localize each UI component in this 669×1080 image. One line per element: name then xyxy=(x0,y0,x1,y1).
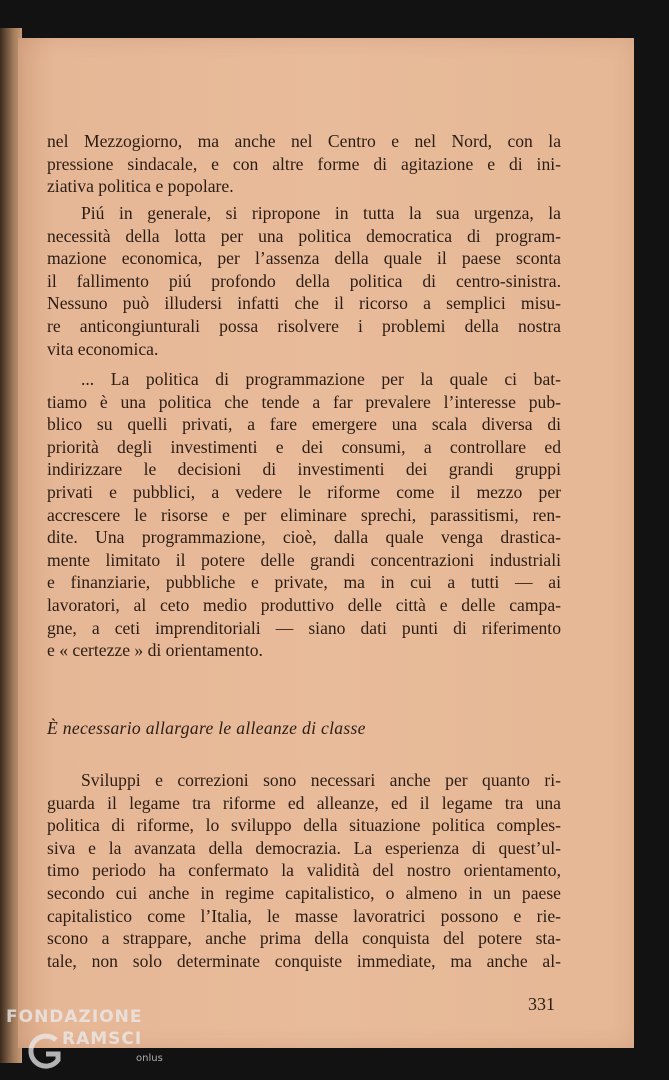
text-line: guarda il legame tra riforme ed alleanze, ed il legame tra una xyxy=(47,792,561,813)
paragraph-3 xyxy=(47,368,561,662)
text-line: ... La politica di programmazione per la quale ci bat- xyxy=(81,369,561,389)
text-line: mazione economica, per l’assenza della quale il paese sconta xyxy=(47,248,561,269)
text-line: mente limitato il potere delle grandi concentrazioni industriali xyxy=(47,549,561,570)
text-line: e « certezze » di orientamento. xyxy=(47,640,263,661)
text-line: necessità della lotta per una politica democratica di program- xyxy=(47,225,561,246)
text-line: e finanziarie, pubbliche e private, ma in cui a tutti — ai xyxy=(47,572,561,593)
page-number: 331 xyxy=(528,994,555,1014)
text-line: scono a strappare, anche prima della conquista del potere sta- xyxy=(47,928,561,949)
section-heading: È necessario allargare le alleanze di classe xyxy=(47,718,366,738)
text-line: nel Mezzogiorno, ma anche nel Centro e nel Nord, con la xyxy=(47,131,561,151)
gramsci-g-logo-icon xyxy=(26,1030,64,1074)
text-line: priorità degli investimenti e dei consumi, a controllare ed xyxy=(47,436,561,457)
text-line: Piú in generale, si ripropone in tutta la sua urgenza, la xyxy=(81,203,561,223)
text-line: tale, non solo determinate conquiste immediate, ma anche al- xyxy=(47,950,561,971)
text-line: secondo cui anche in regime capitalistico, o almeno in un paese xyxy=(47,882,561,903)
text-line: ziativa politica e popolare. xyxy=(47,176,234,197)
text-line: timo periodo ha confermato la validità del nostro orientamento, xyxy=(47,860,561,881)
text-line: politica di riforme, lo sviluppo della situazione politica comples- xyxy=(47,815,561,836)
text-line: Sviluppi e correzioni sono necessari anche per quanto ri- xyxy=(81,770,561,790)
text-line: il fallimento piú profondo della politica di centro-sinistra. xyxy=(47,270,561,291)
text-line: tiamo è una politica che tende a far prevalere l’interesse pub- xyxy=(47,391,561,412)
text-line: lavoratori, al ceto medio produttivo delle città e delle campa- xyxy=(47,594,561,615)
watermark-onlus: onlus xyxy=(136,1053,163,1064)
paragraph-4 xyxy=(47,769,561,972)
text-line: blico su quelli privati, a fare emergere una scala diversa di xyxy=(47,414,561,435)
text-line: indirizzare le decisioni di investimenti dei grandi gruppi xyxy=(47,459,561,480)
text-line: gne, a ceti imprenditoriali — siano dati punti di riferimento xyxy=(47,617,561,638)
text-line: pressione sindacale, e con altre forme di agitazione e di ini- xyxy=(47,153,561,174)
text-line: capitalistico come l’Italia, le masse lavoratrici possono e rie- xyxy=(47,905,561,926)
watermark-foundation: FONDAZIONE xyxy=(6,1007,143,1027)
text-line: Nessuno può illudersi infatti che il ricorso a semplici misu- xyxy=(47,293,561,314)
paragraph-2 xyxy=(47,202,561,360)
paragraph-1 xyxy=(47,130,561,198)
text-line: accrescere le risorse e per eliminare sprechi, parassitismi, ren- xyxy=(47,504,561,525)
text-line: siva e la avanzata della democrazia. La esperienza di quest’ul- xyxy=(47,837,561,858)
watermark-gramsci: RAMSCI xyxy=(62,1029,143,1049)
text-line: vita economica. xyxy=(47,338,159,359)
text-line: re anticongiunturali possa risolvere i problemi della nostra xyxy=(47,315,561,336)
text-line: dite. Una programmazione, cioè, dalla quale venga drastica- xyxy=(47,527,561,548)
text-line: privati e pubblici, a vedere le riforme come il mezzo per xyxy=(47,481,561,502)
